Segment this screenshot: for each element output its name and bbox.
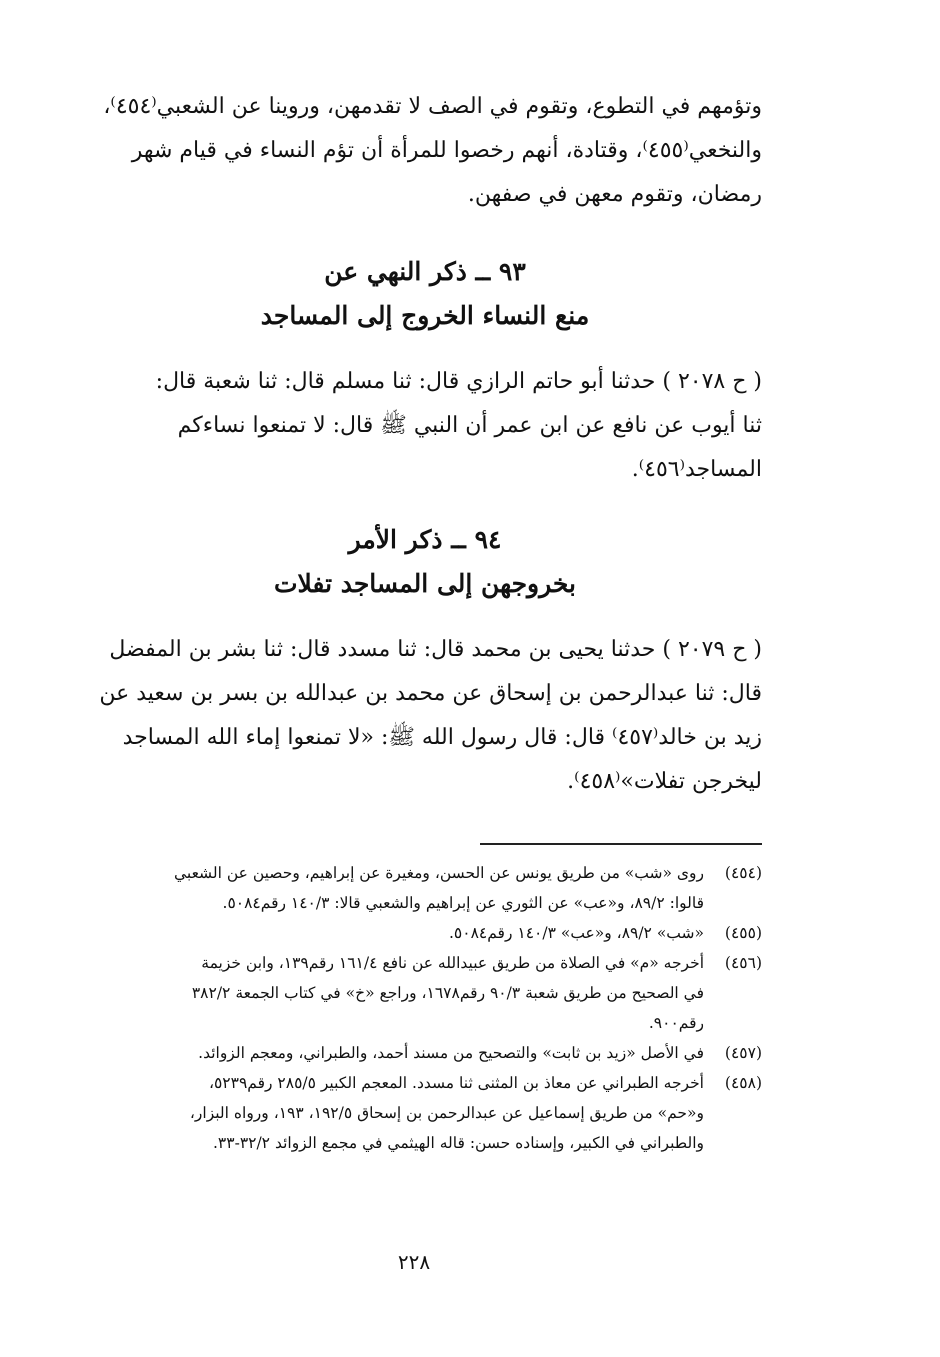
footnote-text: في الأصل «زيد بن ثابت» والتصحيح من مسند أحمد، والطبراني، ومعجم الزوائد. [198, 1044, 704, 1062]
footnote-text: روى «شب» من طريق يونس عن الحسن، ومغيرة عن إبراهيم، وحصين عن الشعبي [173, 864, 704, 882]
hadith-2079 [88, 628, 762, 804]
paragraph-opening [88, 85, 762, 217]
text-line: المساجد⁽٤٥٦⁾. [631, 457, 762, 482]
footnote-number: (٤٥٨) [724, 1074, 762, 1092]
footnote-text: أخرجه «م» في الصلاة من طريق عبيدالله عن نافع ١٦١/٤ رقم١٣٩، وابن خزيمة [201, 954, 704, 972]
footnote-line [92, 858, 762, 888]
text-line: وتؤمهم في التطوع، وتقوم في الصف لا تقدمهن، وروينا عن الشعبي⁽٤٥٤⁾، [103, 94, 762, 119]
footnote-number: (٤٥٤) [724, 864, 762, 882]
heading-line: منع النساء الخروج إلى المساجد [260, 301, 590, 330]
hadith-2078 [88, 360, 762, 492]
footnote-text: «شب» ٨٩/٢، و«عب» ١٤٠/٣ رقم٥٠٨٤. [448, 924, 704, 942]
footnote-457 [92, 1038, 762, 1068]
text-line: قال: ثنا عبدالرحمن بن إسحاق عن محمد بن عبدالله بن بسر بن سعيد عن [99, 681, 762, 706]
footnote-line [92, 1068, 762, 1098]
text-line: زيد بن خالد⁽٤٥٧⁾ قال: قال رسول الله ﷺ: «لا تمنعوا إماء الله المساجد [122, 725, 762, 750]
heading-line: ٩٣ ــ ذكر النهي عن [324, 257, 526, 286]
footnote-text: أخرجه الطبراني عن معاذ بن المثنى ثنا مسدد. المعجم الكبير ٢٨٥/٥ رقم٥٢٣٩، [208, 1074, 704, 1092]
footnote-separator [480, 843, 762, 845]
text-line: ثنا أيوب عن نافع عن ابن عمر أن النبي ﷺ قال: لا تمنعوا نساءكم [177, 413, 762, 438]
footnote-line [92, 948, 762, 978]
text-line: ( ح ٢٠٧٨ ) حدثنا أبو حاتم الرازي قال: ثنا مسلم قال: ثنا شعبة قال: [155, 369, 762, 394]
section-heading-93 [88, 250, 762, 338]
footnotes [92, 858, 762, 1158]
footnote-number: (٤٥٦) [724, 954, 762, 972]
heading-line: بخروجهن إلى المساجد تفلات [273, 569, 577, 598]
footnote-455 [92, 918, 762, 948]
footnote-line: و«حم» من طريق إسماعيل عن عبدالرحمن بن إسحاق ١٩٢/٥، ١٩٣، ورواه البزار، [189, 1104, 704, 1122]
footnote-line: في الصحيح من طريق شعبة ٩٠/٣ رقم١٦٧٨، وراجع «خ» في كتاب الجمعة ٣٨٢/٢ [191, 984, 704, 1002]
footnote-456 [92, 948, 762, 1038]
footnote-line [92, 1038, 762, 1068]
footnote-454 [92, 858, 762, 918]
footnote-line: والطبراني في الكبير، وإسناده حسن: قاله الهيثمي في مجمع الزوائد ٣٢/٢-٣٣. [212, 1134, 704, 1152]
page-number: ٢٢٨ [397, 1250, 431, 1274]
footnote-number: (٤٥٧) [724, 1044, 762, 1062]
footnote-line: رقم٩٠٠. [648, 1014, 704, 1032]
section-heading-94 [88, 518, 762, 606]
text-line: ليخرجن تفلات»⁽٤٥٨⁾. [567, 769, 762, 794]
footnote-line [92, 918, 762, 948]
footnote-line: قالوا: ٨٩/٢، و«عب» عن الثوري عن إبراهيم والشعبي قالا: ١٤٠/٣ رقم٥٠٨٤. [222, 894, 704, 912]
text-line: والنخعي⁽٤٥٥⁾، وقتادة، أنهم رخصوا للمرأة أن تؤم النساء في قيام شهر [131, 138, 762, 163]
footnote-number: (٤٥٥) [724, 924, 762, 942]
heading-line: ٩٤ ــ ذكر الأمر [348, 525, 502, 554]
text-line: ( ح ٢٠٧٩ ) حدثنا يحيى بن محمد قال: ثنا مسدد قال: ثنا بشر بن المفضل [109, 637, 762, 662]
footnote-458 [92, 1068, 762, 1158]
text-line: رمضان، وتقوم معهن في صفهن. [467, 182, 762, 207]
